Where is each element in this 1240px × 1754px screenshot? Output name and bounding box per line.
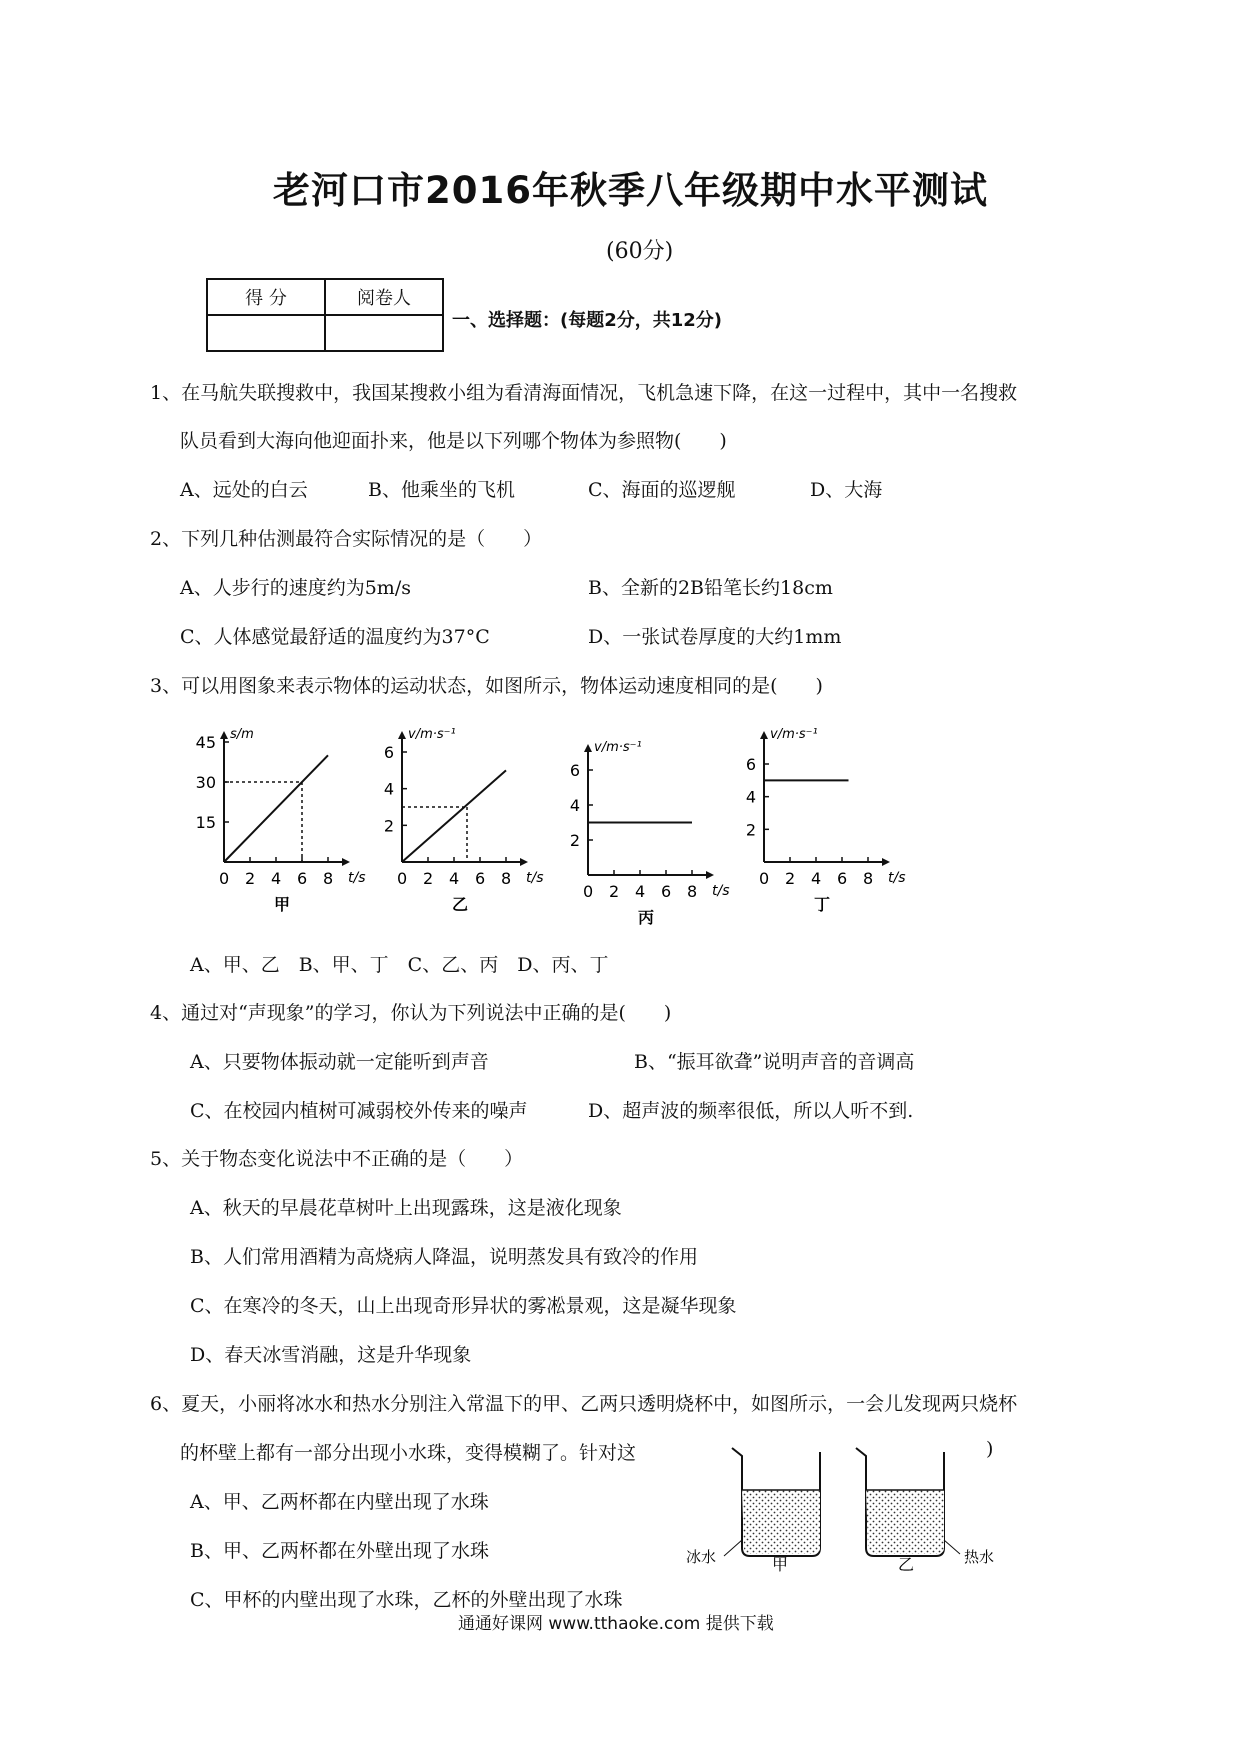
q6-option-c: C、甲杯的内壁出现了水珠，乙杯的外壁出现了水珠 — [190, 1589, 623, 1611]
x-tick-label: 8 — [863, 869, 874, 888]
x-tick-label: 0 — [219, 869, 230, 888]
y-tick-label: 4 — [383, 779, 394, 799]
page-title: 老河口市2016年秋季八年级期中水平测试 — [273, 169, 988, 212]
series-line — [402, 770, 506, 862]
q4-option-c: C、在校园内植树可减弱校外传来的噪声 — [190, 1100, 528, 1122]
label-jia: 甲 — [772, 1555, 789, 1574]
q3-options: A、甲、乙 B、甲、丁 C、乙、丙 D、丙、丁 — [190, 954, 609, 976]
graph-name: 乙 — [452, 895, 469, 914]
x-tick-label: 6 — [661, 882, 672, 901]
x-tick-label: 4 — [635, 882, 646, 901]
x-axis-arrow — [706, 871, 714, 879]
y-axis-label: v/m·s⁻¹ — [594, 740, 642, 755]
label-hot: 热水 — [964, 1548, 995, 1566]
q2-option-b: B、全新的2B铅笔长约18cm — [588, 577, 833, 599]
q2-option-a: A、人步行的速度约为5m/s — [180, 577, 411, 599]
x-tick-label: 2 — [423, 869, 434, 888]
total-score: (60分) — [606, 239, 674, 264]
y-tick-label: 6 — [745, 755, 756, 774]
graph-name: 丙 — [638, 908, 655, 927]
beaker-jia — [724, 1448, 820, 1556]
q4-option-a: A、只要物体振动就一定能听到声音 — [190, 1051, 489, 1073]
y-axis-label: v/m·s⁻¹ — [408, 727, 456, 742]
q2-option-c: C、人体感觉最舒适的温度约为37°C — [180, 626, 490, 648]
q1-line2: 队员看到大海向他迎面扑来，他是以下列哪个物体为参照物( ) — [180, 430, 727, 452]
y-tick-label: 2 — [383, 816, 394, 836]
x-tick-label: 8 — [323, 869, 334, 888]
q4-option-d: D、超声波的频率很低，所以人听不到. — [588, 1100, 914, 1122]
x-tick-label: 4 — [271, 869, 282, 888]
x-axis-arrow — [520, 858, 528, 866]
y-tick-label: 45 — [195, 733, 216, 752]
series-line — [224, 755, 328, 862]
score-header: 得 分 — [207, 279, 325, 315]
y-tick-label: 6 — [383, 743, 394, 762]
q2-stem: 2、下列几种估测最符合实际情况的是（ ） — [150, 528, 543, 550]
q4-option-b: B、“振耳欲聋”说明声音的音调高 — [634, 1051, 915, 1073]
beaker-yi — [856, 1448, 960, 1556]
y-tick-label: 4 — [569, 796, 580, 815]
graph-ding — [746, 727, 906, 914]
graph-yi — [384, 727, 544, 914]
grader-header: 阅卷人 — [325, 279, 443, 315]
y-axis-label: v/m·s⁻¹ — [770, 727, 818, 742]
x-axis-label: t/s — [348, 870, 366, 886]
x-tick-label: 0 — [583, 882, 594, 901]
x-tick-label: 8 — [501, 869, 512, 888]
y-axis-label: s/m — [230, 727, 254, 742]
q1-option-d: D、大海 — [810, 479, 883, 501]
q1-option-b: B、他乘坐的飞机 — [368, 479, 515, 501]
graph-name: 丁 — [814, 895, 831, 914]
graph-name: 甲 — [274, 895, 291, 914]
q3-stem: 3、可以用图象来表示物体的运动状态，如图所示，物体运动速度相同的是( ) — [150, 675, 823, 697]
y-axis-arrow — [398, 731, 406, 739]
x-tick-label: 8 — [687, 882, 698, 901]
x-tick-label: 4 — [449, 869, 460, 888]
q1-option-a: A、远处的白云 — [180, 479, 308, 501]
x-axis-label: t/s — [526, 870, 544, 886]
y-axis-arrow — [220, 731, 228, 739]
q6-option-a: A、甲、乙两杯都在内壁出现了水珠 — [190, 1491, 489, 1513]
y-tick-label: 15 — [195, 813, 216, 832]
x-tick-label: 0 — [759, 869, 770, 888]
label-yi: 乙 — [898, 1555, 915, 1574]
y-tick-label: 6 — [569, 761, 580, 780]
x-axis-arrow — [882, 858, 890, 866]
q5-option-a: A、秋天的早晨花草树叶上出现露珠，这是液化现象 — [190, 1197, 622, 1219]
graph-jia — [196, 727, 366, 914]
q5-stem: 5、关于物态变化说法中不正确的是（ ） — [150, 1148, 524, 1170]
x-axis-label: t/s — [712, 883, 730, 899]
x-tick-label: 6 — [475, 869, 486, 888]
x-axis-label: t/s — [888, 870, 906, 886]
footer-text: 通通好课网 www.tthaoke.com 提供下载 — [458, 1614, 774, 1634]
q5-option-c: C、在寒冷的冬天，山上出现奇形异状的雾凇景观，这是凝华现象 — [190, 1295, 737, 1317]
label-ice: 冰水 — [686, 1548, 717, 1566]
y-axis-arrow — [584, 744, 592, 752]
x-tick-label: 2 — [245, 869, 256, 888]
y-tick-label: 2 — [745, 820, 756, 840]
x-axis-arrow — [342, 858, 350, 866]
y-tick-label: 4 — [745, 787, 756, 807]
y-tick-label: 30 — [195, 773, 216, 792]
q5-option-b: B、人们常用酒精为高烧病人降温，说明蒸发具有致冷的作用 — [190, 1246, 698, 1268]
q6-line1: 6、夏天，小丽将冰水和热水分别注入常温下的甲、乙两只透明烧杯中，如图所示，一会儿发现两只烧杯 — [150, 1393, 1018, 1415]
y-tick-label: 2 — [569, 831, 580, 850]
q6-paren: ) — [986, 1438, 994, 1460]
q5-option-d: D、春天冰雪消融，这是升华现象 — [190, 1344, 472, 1366]
x-tick-label: 4 — [811, 869, 822, 888]
x-tick-label: 2 — [609, 882, 620, 901]
q2-option-d: D、一张试卷厚度的大约1mm — [588, 626, 842, 648]
beakers-figure — [680, 1430, 1020, 1580]
q6-line2: 的杯壁上都有一部分出现小水珠，变得模糊了。针对这 — [180, 1442, 637, 1464]
x-tick-label: 6 — [297, 869, 308, 888]
x-tick-label: 2 — [785, 869, 796, 888]
q1-line1: 1、在马航失联搜救中，我国某搜救小组为看清海面情况，飞机急速下降，在这一过程中，其中一名搜救 — [150, 382, 1018, 404]
x-tick-label: 6 — [837, 869, 848, 888]
q4-stem: 4、通过对“声现象”的学习，你认为下列说法中正确的是( ) — [150, 1002, 672, 1024]
q6-option-b: B、甲、乙两杯都在外壁出现了水珠 — [190, 1540, 489, 1562]
y-axis-arrow — [760, 731, 768, 739]
section-heading: 一、选择题：(每题2分，共12分) — [452, 310, 723, 331]
graph-bing — [570, 740, 730, 927]
q1-option-c: C、海面的巡逻舰 — [588, 479, 736, 501]
x-tick-label: 0 — [397, 869, 408, 888]
